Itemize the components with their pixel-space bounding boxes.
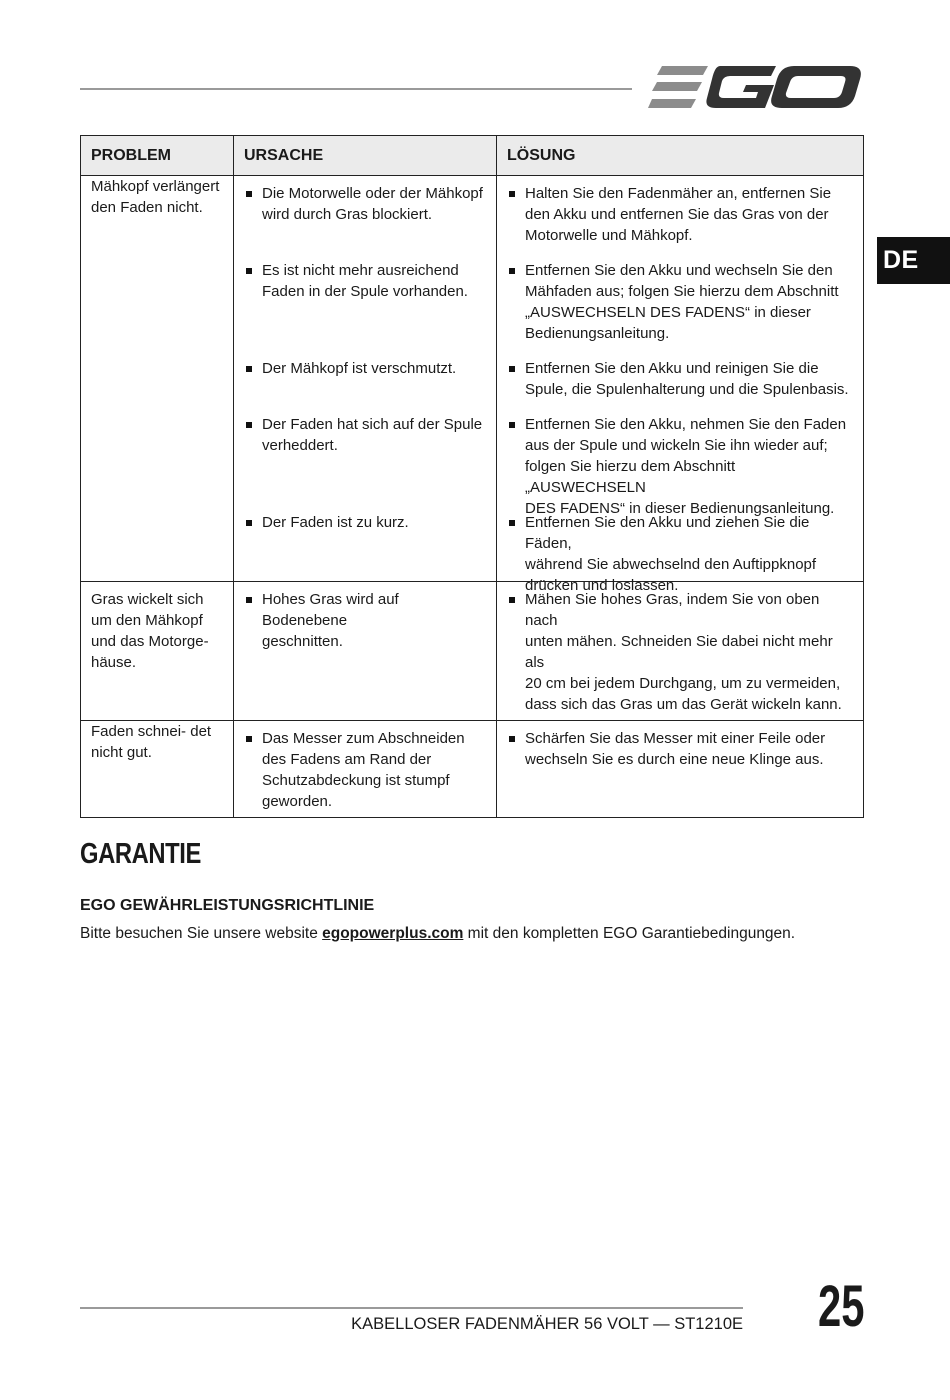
table-row [81, 176, 864, 582]
warranty-text-after: mit den kompletten EGO Garantiebedingungen. [463, 925, 796, 942]
cause-item: Der Faden ist zu kurz. [244, 512, 486, 576]
bullet-icon [509, 422, 515, 428]
cause-cell [234, 721, 497, 818]
problem-text: Faden schnei- det nicht gut. [91, 723, 212, 761]
cause-item: Der Mähkopf ist verschmutzt. [244, 358, 486, 401]
cause-item: Es ist nicht mehr ausreichend Faden in der Spule vorhanden. [244, 260, 486, 345]
header-cause: URSACHE [234, 136, 497, 176]
warranty-subheading: EGO GEWÄHRLEISTUNGSRICHTLINIE [80, 897, 375, 914]
problem-text: Gras wickelt sich um den Mähkopf und das Motorge- häuse. [91, 591, 209, 671]
logo-g [706, 66, 776, 108]
bullet-icon [246, 520, 252, 526]
cause-cell [234, 582, 497, 721]
troubleshooting-table [80, 135, 864, 818]
cause-cell [234, 176, 497, 582]
table-header-row [81, 136, 864, 176]
logo-e-stripes [648, 66, 708, 108]
solution-item: Entfernen Sie den Akku und reinigen Sie die Spule, die Spulenhalterung und die Spulenbasis. [507, 358, 853, 401]
header-problem: PROBLEM [81, 136, 234, 176]
header-solution: LÖSUNG [497, 136, 864, 176]
bullet-icon [509, 520, 515, 526]
solution-cell [497, 176, 864, 594]
footer-rule [80, 1307, 743, 1309]
problem-cell [81, 582, 234, 721]
bullet-icon [509, 268, 515, 274]
solution-item: Halten Sie den Fadenmäher an, entfernen Sie den Akku und entfernen Sie das Gras von der Motorwelle und Mähkopf. [507, 183, 853, 247]
footer-title: KABELLOSER FADENMÄHER 56 VOLT — ST1210E [351, 1315, 743, 1333]
bullet-icon [509, 597, 515, 603]
cause-item: Die Motorwelle oder der Mähkopf wird durch Gras blockiert. [244, 183, 486, 247]
bullet-icon [246, 736, 252, 742]
cause-item: Hohes Gras wird auf Bodenebene geschnitten. [244, 589, 486, 652]
logo-o [771, 66, 861, 108]
website-link[interactable]: egopowerplus.com [322, 925, 464, 942]
page-number: 25 [818, 1274, 865, 1339]
solution-cell [497, 721, 864, 818]
ego-logo [648, 62, 862, 114]
bullet-icon [246, 422, 252, 428]
bullet-icon [246, 191, 252, 197]
problem-text: Mähkopf verlängert den Faden nicht. [91, 178, 220, 216]
solution-item: Entfernen Sie den Akku und wechseln Sie den Mähfaden aus; folgen Sie hierzu dem Abschnitt „AUSWECHSELN DES FADENS“ in dieser Bedienungsanleitung. [507, 260, 853, 345]
solution-item: Mähen Sie hohes Gras, indem Sie von oben nach unten mähen. Schneiden Sie dabei nicht mehr als 20 cm bei jedem Durchgang, um zu vermeiden, dass sich das Gras um das Gerät wickeln kann. [507, 589, 853, 715]
header-rule [80, 88, 632, 90]
warranty-text [80, 925, 795, 943]
bullet-icon [509, 736, 515, 742]
table-row [81, 721, 864, 818]
solution-cell [497, 582, 864, 721]
bullet-icon [246, 268, 252, 274]
warranty-heading: GARANTIE [80, 838, 201, 870]
bullet-icon [509, 191, 515, 197]
cause-item: Der Faden hat sich auf der Spule verheddert. [244, 414, 486, 499]
solution-item: Schärfen Sie das Messer mit einer Feile oder wechseln Sie es durch eine neue Klinge aus. [507, 728, 853, 770]
language-tab: DE [877, 237, 950, 284]
problem-cell [81, 176, 234, 582]
problem-cell [81, 721, 234, 818]
warranty-text-before: Bitte besuchen Sie unsere website [80, 925, 323, 942]
table-row [81, 582, 864, 721]
solution-item: Entfernen Sie den Akku, nehmen Sie den Faden aus der Spule und wickeln Sie ihn wieder auf; folgen Sie hierzu dem Abschnitt „AUSWECHSELN DES FADENS“ in dieser Bedienungsanleitung. [507, 414, 853, 499]
bullet-icon [246, 597, 252, 603]
bullet-icon [509, 366, 515, 372]
bullet-icon [246, 366, 252, 372]
cause-item: Das Messer zum Abschneiden des Fadens am Rand der Schutzabdeckung ist stumpf geworden. [244, 728, 486, 812]
solution-item: Entfernen Sie den Akku und ziehen Sie die Fäden, während Sie abwechselnd den Auftippknopf drücken und loslassen. [507, 512, 853, 576]
